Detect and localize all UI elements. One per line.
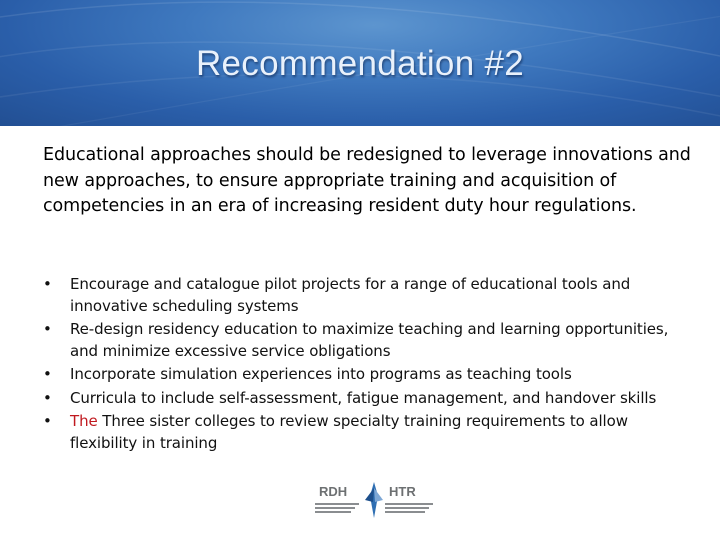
bullet-icon: • [43, 365, 52, 383]
logo-subtitle-left [315, 503, 365, 515]
logo-text-htr: HTR [389, 484, 416, 499]
list-item [43, 388, 683, 410]
rdh-htr-logo [309, 482, 439, 522]
slide-header [0, 0, 720, 126]
bullet-icon: • [43, 275, 52, 293]
bullet-icon: • [43, 412, 52, 430]
list-item-text: Curricula to include self-assessment, fatigue management, and handover skills [70, 388, 657, 407]
list-item-text: Re-design residency education to maximize teaching and learning opportunities, and minimize excessive service obligations [70, 320, 669, 360]
list-item [43, 411, 683, 454]
list-item [43, 274, 683, 317]
recommendation-bullet-list [43, 274, 683, 456]
list-item-accent-text: The [70, 412, 98, 430]
bullet-icon: • [43, 320, 52, 338]
list-item-text: Encourage and catalogue pilot projects for a range of educational tools and innovative scheduling systems [70, 275, 631, 315]
list-item [43, 319, 683, 362]
logo-subtitle-right [385, 503, 435, 515]
logo-text-rdh: RDH [319, 484, 348, 499]
slide-title: Recommendation #2 [195, 44, 525, 83]
list-item-text: Three sister colleges to review specialty training requirements to allow flexibility in training [70, 412, 628, 452]
list-item-text: Incorporate simulation experiences into programs as teaching tools [70, 365, 572, 383]
list-item [43, 364, 683, 386]
bullet-icon: • [43, 388, 52, 407]
intro-paragraph: Educational approaches should be redesigned to leverage innovations and new approaches, to ensure appropriate training and acquisition of competencies in an era of increasing resident duty hour regulations. [43, 145, 691, 216]
